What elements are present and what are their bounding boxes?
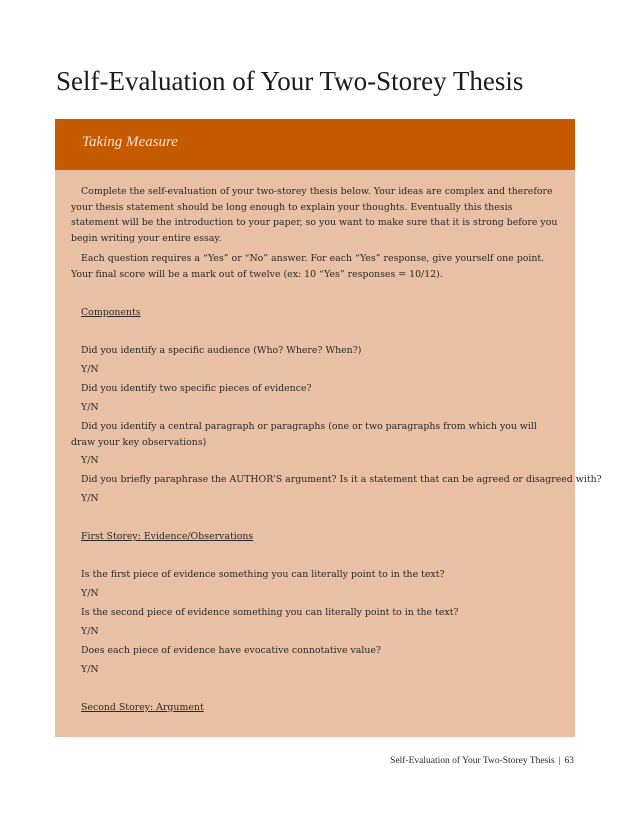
question-answer: Y/N <box>81 664 99 675</box>
page-title: Self-Evaluation of Your Two-Storey Thesis <box>56 66 524 96</box>
question-answer: Y/N <box>81 364 99 375</box>
question-text: Is the first piece of evidence something you can literally point to in the text? <box>81 569 445 580</box>
taking-measure-box <box>55 119 602 737</box>
question-answer: Y/N <box>81 493 99 504</box>
section-heading-components: Components <box>81 307 141 318</box>
page-number: 63 <box>564 756 574 766</box>
page-footer <box>390 756 574 766</box>
scoring-paragraph: Each question requires a “Yes” or “No” answer. For each “Yes” response, give yourself one point. Your final score will be a mark out of twelve (ex: 10 “Yes” responses = 10/12). <box>71 253 545 280</box>
question-text: Did you briefly paraphrase the AUTHOR’S argument? Is it a statement that can be agreed or disagreed with? <box>81 474 602 485</box>
box-header <box>55 119 575 170</box>
section-heading-first-storey: First Storey: Evidence/Observations <box>81 531 254 542</box>
question-text: Did you identify a central paragraph or paragraphs (one or two paragraphs from which you will draw your key observations) <box>71 421 537 448</box>
question-answer: Y/N <box>81 455 99 466</box>
footer-separator: | <box>558 756 561 766</box>
section-heading-second-storey: Second Storey: Argument <box>81 702 204 713</box>
box-header-title: Taking Measure <box>82 134 178 150</box>
question-text: Is the second piece of evidence something you can literally point to in the text? <box>81 607 459 618</box>
footer-running-title: Self-Evaluation of Your Two-Storey Thesis <box>390 756 555 766</box>
question-text: Does each piece of evidence have evocative connotative value? <box>81 645 381 656</box>
question-answer: Y/N <box>81 402 99 413</box>
question-answer: Y/N <box>81 626 99 637</box>
question-answer: Y/N <box>81 588 99 599</box>
question-text: Did you identify a specific audience (Who? Where? When?) <box>81 345 362 356</box>
intro-paragraph: Complete the self-evaluation of your two-storey thesis below. Your ideas are complex and therefore your thesis statement should be long enough to explain your thoughts. Eventually this thesis statement will be the introduction to your paper, so you want to make sure that it is strong before you begin writing your entire essay. <box>71 186 558 244</box>
question-text: Did you identify two specific pieces of evidence? <box>81 383 312 394</box>
